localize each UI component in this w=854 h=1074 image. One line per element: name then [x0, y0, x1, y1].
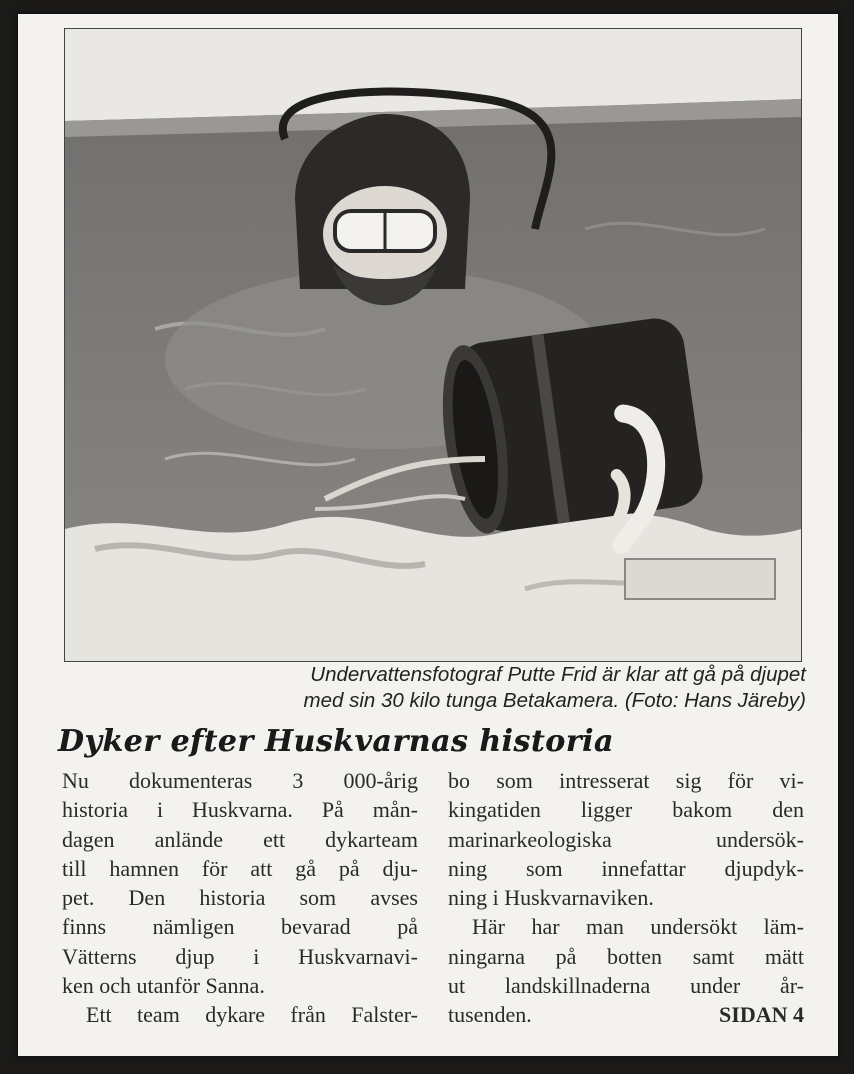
body-line: Här har man undersökt läm- — [472, 914, 804, 940]
body-line: ken och utanför Sanna. — [62, 973, 265, 999]
caption-line: med sin 30 kilo tunga Betakamera. (Foto: Hans Järeby) — [303, 689, 806, 712]
body-line: till hamnen för att gå på dju- — [62, 855, 418, 881]
newspaper-clipping — [18, 14, 838, 1056]
body-line: historia i Huskvarna. På mån- — [62, 797, 418, 823]
body-line: ning i Huskvarnaviken. — [448, 885, 654, 911]
body-line: kingatiden ligger bakom den — [448, 797, 804, 823]
body-line: pet. Den historia som avses — [62, 885, 418, 911]
headline: Dyker efter Huskvarnas historia — [58, 724, 614, 759]
news-photo — [64, 28, 802, 662]
body-line: Vätterns djup i Huskvarnavi- — [62, 943, 418, 969]
page-reference: SIDAN 4 — [719, 1002, 804, 1028]
body-text: tusenden. — [448, 1002, 532, 1028]
body-line: dagen anlände ett dykarteam — [62, 826, 418, 852]
body-line-last — [448, 1000, 804, 1029]
body-line: ut landskillnaderna under år- — [448, 973, 804, 999]
body-line: ningarna på botten samt mätt — [448, 943, 804, 969]
body-line: bo som intresserat sig för vi- — [448, 768, 804, 793]
caption-line: Undervattensfotograf Putte Frid är klar att gå på djupet — [310, 663, 806, 686]
article-column-left — [62, 766, 418, 1030]
body-line: ning som innefattar djupdyk- — [448, 855, 804, 881]
body-line: Ett team dykare från Falster- — [86, 1002, 418, 1028]
photo-caption — [116, 662, 806, 714]
article-column-right — [448, 766, 804, 1030]
body-line: finns nämligen bevarad på — [62, 914, 418, 940]
body-line: Nu dokumenteras 3 000-årig — [62, 768, 418, 793]
body-line: marinarkeologiska undersök- — [448, 826, 804, 852]
